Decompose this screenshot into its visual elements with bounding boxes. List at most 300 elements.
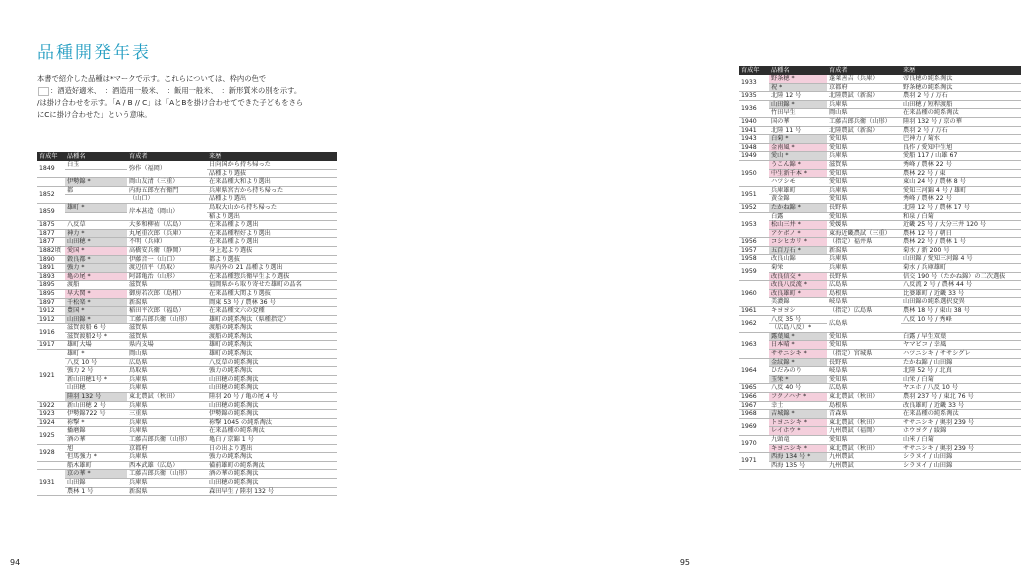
cell-origin: 兵庫県宮古から持ち帰った bbox=[207, 186, 337, 195]
cell-origin: 八反流 2 号 / 農林 44 号 bbox=[901, 281, 1021, 290]
cell-breeder: 岸本甚造（岡山） bbox=[127, 203, 207, 220]
cell-breeder: 九州農試 bbox=[827, 461, 901, 470]
cell-breeder: 渡辺信平（鳥取） bbox=[127, 264, 207, 273]
cell-variety: 八反 35 号 bbox=[769, 315, 827, 324]
variety-table-left bbox=[37, 152, 337, 496]
cell-variety: 露葉風 * bbox=[769, 332, 827, 341]
table-row bbox=[37, 221, 337, 230]
cell-variety: 松山三井 * bbox=[769, 221, 827, 230]
cell-breeder: 愛知県 bbox=[827, 143, 901, 152]
table-row bbox=[739, 117, 1021, 126]
cell-variety: 日本晴 * bbox=[769, 341, 827, 350]
cell-origin: 北陸 52 号 / 北真 bbox=[901, 367, 1021, 376]
cell-origin: 秀峰 / 農林 22 号 bbox=[901, 195, 1021, 204]
cell-origin: 身上起より選抜 bbox=[207, 246, 337, 255]
cell-breeder: 島根県 bbox=[827, 401, 901, 410]
cell-variety: 玉栄 * bbox=[769, 375, 827, 384]
cell-variety: ハツシモ bbox=[769, 178, 827, 187]
cell-year: 1921 bbox=[37, 350, 65, 402]
cell-year: 1940 bbox=[739, 117, 769, 126]
cell-year: 1943 bbox=[739, 135, 769, 144]
right-page bbox=[350, 0, 1006, 579]
cell-breeder: 岡山県 bbox=[127, 350, 207, 359]
cell-variety: キヨヨシ bbox=[769, 307, 827, 316]
cell-year: 1933 bbox=[739, 75, 769, 92]
header-year: 育成年 bbox=[739, 66, 769, 75]
intro-line-3: /は掛け合わせを示す。「A / B // C」は「AとBを掛け合わせてできた子どもをさら bbox=[37, 98, 304, 107]
cell-breeder: 鳥取県 bbox=[127, 367, 207, 376]
table-row bbox=[739, 307, 1021, 316]
cell-variety: 兵庫雄町 bbox=[769, 186, 827, 195]
table-row bbox=[739, 427, 1021, 436]
cell-origin: 雄町の純系淘汰 bbox=[207, 341, 337, 350]
cell-origin: シラヌイ / 山田錦 bbox=[901, 461, 1021, 470]
cell-breeder: 京都府 bbox=[127, 444, 207, 453]
cell-origin: 森田早生 / 陸羽 132 号 bbox=[207, 487, 337, 496]
cell-origin: 山田穂の純系淘汰 bbox=[207, 375, 337, 384]
cell-origin: 改良雄町 / 近畿 33 号 bbox=[901, 401, 1021, 410]
cell-variety: （広島八反）* bbox=[769, 324, 827, 333]
cell-breeder: 愛知県 bbox=[827, 169, 901, 178]
cell-origin: 比婆雄町 / 近畿 33 号 bbox=[901, 289, 1021, 298]
cell-year: 1948 bbox=[739, 143, 769, 152]
cell-variety: 五百万石 * bbox=[769, 246, 827, 255]
table-row bbox=[37, 161, 337, 169]
cell-breeder: （指定）福井県 bbox=[827, 238, 901, 247]
cell-breeder: 愛知県 bbox=[827, 375, 901, 384]
cell-variety: 播磨錦 bbox=[65, 427, 127, 436]
cell-variety: 旭 bbox=[65, 444, 127, 453]
cell-origin: 帝良穂の純系淘汰 bbox=[901, 75, 1021, 83]
cell-variety: 祢撃 * bbox=[65, 418, 127, 427]
cell-breeder: 長野県 bbox=[827, 358, 901, 367]
cell-breeder: 九州農試（福岡） bbox=[827, 427, 901, 436]
table-row bbox=[739, 143, 1021, 152]
cell-origin: 岡東 53 号 / 農林 36 号 bbox=[207, 298, 337, 307]
cell-variety: 渡船 bbox=[65, 281, 127, 290]
table-row bbox=[739, 152, 1021, 161]
cell-breeder: （指定）宮城県 bbox=[827, 350, 901, 359]
cell-variety: 豊国 * bbox=[65, 307, 127, 316]
cell-variety: 陸羽 132 号 bbox=[65, 393, 127, 402]
cell-variety: 船木雄町 bbox=[65, 461, 127, 470]
cell-year: 1931 bbox=[37, 470, 65, 496]
cell-breeder: 内海五郎左右衛門 bbox=[127, 186, 207, 195]
cell-year: 1949 bbox=[739, 152, 769, 161]
cell-year: 1891 bbox=[37, 264, 65, 273]
header-breeder: 育成者 bbox=[127, 152, 207, 161]
cell-variety: 新山田穂1号 * bbox=[65, 375, 127, 384]
table-row bbox=[739, 367, 1021, 376]
cell-origin: 巴神力 / 菊水 bbox=[901, 135, 1021, 144]
cell-variety: 西海 135 号 bbox=[769, 461, 827, 470]
cell-breeder: 兵庫県 bbox=[827, 264, 901, 273]
cell-origin: 愛船 117 / 山雄 67 bbox=[901, 152, 1021, 161]
cell-breeder: 兵庫県 bbox=[127, 427, 207, 436]
table-row bbox=[739, 221, 1021, 230]
header-origin: 来歴 bbox=[901, 66, 1021, 75]
cell-breeder: 兵庫県 bbox=[127, 401, 207, 410]
cell-origin: 農羽 237 号 / 東北 76 号 bbox=[901, 392, 1021, 401]
cell-year: 1965 bbox=[739, 384, 769, 393]
table-row bbox=[739, 264, 1021, 273]
page-number: 94 bbox=[10, 558, 21, 567]
cell-origin: 渡船の純系淘汰 bbox=[207, 324, 337, 333]
cell-origin: 和泉 / 白菊 bbox=[901, 212, 1021, 221]
table-row bbox=[739, 358, 1021, 367]
table-row bbox=[739, 83, 1021, 92]
table-row bbox=[739, 178, 1021, 187]
cell-year: 1917 bbox=[37, 341, 65, 350]
cell-variety: 山田錦 bbox=[65, 478, 127, 487]
table-row bbox=[37, 255, 337, 264]
cell-breeder: 工藤吉郎兵衛（山形） bbox=[827, 117, 901, 126]
table-row bbox=[37, 487, 337, 496]
cell-variety: 八反草 bbox=[65, 221, 127, 230]
cell-year: 1957 bbox=[739, 246, 769, 255]
cell-origin: たかね錦 / 山田錦 bbox=[901, 358, 1021, 367]
cell-origin: 備前雄町の純系淘汰 bbox=[207, 461, 337, 470]
table-row bbox=[739, 272, 1021, 281]
table-row bbox=[739, 298, 1021, 307]
cell-breeder: 長野県 bbox=[827, 203, 901, 212]
cell-breeder: 県内支場 bbox=[127, 341, 207, 350]
table-row bbox=[739, 75, 1021, 83]
cell-breeder: 蓬莱善吉（兵庫） bbox=[827, 75, 901, 83]
cell-breeder: 京都府 bbox=[827, 83, 901, 92]
cell-breeder: 九州農試 bbox=[827, 453, 901, 462]
table-row bbox=[37, 186, 337, 195]
cell-breeder: 新潟県 bbox=[127, 487, 207, 496]
cell-variety: 雄町大場 bbox=[65, 341, 127, 350]
cell-origin: 農林 22 号 / 東 bbox=[901, 169, 1021, 178]
cell-variety: ササニシキ * bbox=[769, 350, 827, 359]
legend-swatch-sake-rice bbox=[38, 87, 49, 96]
table-row bbox=[739, 255, 1021, 264]
cell-variety: 但馬強力 * bbox=[65, 453, 127, 462]
cell-origin: 伊勢錦の純系淘汰 bbox=[207, 410, 337, 419]
cell-year: 1877 bbox=[37, 229, 65, 238]
cell-breeder: 新潟県 bbox=[827, 246, 901, 255]
table-row bbox=[739, 281, 1021, 290]
cell-variety: 吉城錦 * bbox=[769, 410, 827, 419]
cell-variety: 雄町 * bbox=[65, 350, 127, 359]
cell-breeder: 兵庫県 bbox=[827, 186, 901, 195]
cell-variety: 黄金錦 bbox=[769, 195, 827, 204]
cell-variety: 白菊 * bbox=[769, 135, 827, 144]
cell-breeder: 兵庫県 bbox=[827, 255, 901, 264]
cell-year: 1923 bbox=[37, 410, 65, 419]
cell-breeder: 愛知県 bbox=[827, 435, 901, 444]
cell-variety: 千松楽 * bbox=[65, 298, 127, 307]
cell-year: 1971 bbox=[739, 453, 769, 470]
cell-year: 1897 bbox=[37, 298, 65, 307]
cell-variety: 改良信交 * bbox=[769, 272, 827, 281]
cell-variety bbox=[65, 169, 127, 178]
cell-year: 1877 bbox=[37, 238, 65, 247]
cell-year: 1890 bbox=[37, 255, 65, 264]
page-title: 品種開発年表 bbox=[37, 43, 151, 63]
cell-year: 1964 bbox=[739, 358, 769, 384]
table-row bbox=[739, 212, 1021, 221]
cell-year: 1963 bbox=[739, 332, 769, 358]
cell-origin: 在来品種惣兵衛早生より選抜 bbox=[207, 272, 337, 281]
cell-variety: 八反 10 号 bbox=[65, 358, 127, 367]
cell-origin: 強力の純系淘汰 bbox=[207, 453, 337, 462]
page-number: 95 bbox=[679, 558, 690, 567]
cell-year: 1967 bbox=[739, 401, 769, 410]
cell-origin: 都より選抜 bbox=[207, 255, 337, 264]
cell-breeder: 御房若次郎（島根） bbox=[127, 289, 207, 298]
header-variety: 品種名 bbox=[65, 152, 127, 161]
table-row bbox=[37, 350, 337, 359]
cell-breeder: 工藤吉郎兵衛（山形） bbox=[127, 470, 207, 479]
cell-year: 1962 bbox=[739, 315, 769, 332]
variety-table-right bbox=[739, 66, 1021, 470]
cell-origin: 在来品種の純系淘汰 bbox=[901, 410, 1021, 419]
table-row bbox=[37, 461, 337, 470]
table-row bbox=[37, 418, 337, 427]
cell-origin: 信交 190 号（たかね錦）の二次選抜 bbox=[901, 272, 1021, 281]
cell-origin: シラヌイ / 山田錦 bbox=[901, 453, 1021, 462]
table-header-row bbox=[739, 66, 1021, 75]
cell-variety: 京の華 * bbox=[65, 470, 127, 479]
cell-variety: 改良八反流 * bbox=[769, 281, 827, 290]
table-row bbox=[37, 341, 337, 350]
cell-year bbox=[37, 461, 65, 470]
cell-variety: 幸土 bbox=[769, 401, 827, 410]
cell-origin: 在来品種より選出 bbox=[207, 221, 337, 230]
cell-year: 1956 bbox=[739, 238, 769, 247]
table-row bbox=[739, 246, 1021, 255]
cell-breeder: 東北農試（秋田） bbox=[827, 444, 901, 453]
cell-breeder: 兵庫県 bbox=[827, 100, 901, 109]
cell-origin: 山田穂の純系淘汰 bbox=[207, 478, 337, 487]
cell-variety bbox=[65, 212, 127, 221]
table-row bbox=[739, 126, 1021, 135]
cell-breeder: 不明（兵庫） bbox=[127, 238, 207, 247]
table-row bbox=[37, 470, 337, 479]
cell-variety: 白玉 bbox=[65, 161, 127, 169]
header-origin: 来歴 bbox=[207, 152, 337, 161]
table-row bbox=[739, 350, 1021, 359]
cell-breeder: 滋賀県 bbox=[827, 160, 901, 169]
table-row bbox=[37, 427, 337, 436]
table-row bbox=[739, 100, 1021, 109]
cell-origin: 陸羽 20 号 / 亀の尾 4 号 bbox=[207, 393, 337, 402]
cell-origin: ヤマビコ / 幸風 bbox=[901, 341, 1021, 350]
cell-variety: 西海 134 号 * bbox=[769, 453, 827, 462]
cell-origin: 農羽 2 号 / 万石 bbox=[901, 126, 1021, 135]
cell-origin: 渡船の純系淘汰 bbox=[207, 332, 337, 341]
cell-variety: 祝 * bbox=[769, 83, 827, 92]
cell-variety: 北陸 11 号 bbox=[769, 126, 827, 135]
cell-origin: 菊水 / 新 200 号 bbox=[901, 246, 1021, 255]
cell-variety: 中生新千本 * bbox=[769, 169, 827, 178]
cell-variety: 山田穂 * bbox=[65, 238, 127, 247]
table-row bbox=[37, 332, 337, 341]
cell-breeder: 岐阜県 bbox=[827, 298, 901, 307]
cell-origin: 在来品種程好より選出 bbox=[207, 229, 337, 238]
cell-breeder: 北陸農試（新潟） bbox=[827, 126, 901, 135]
cell-year: 1959 bbox=[739, 264, 769, 281]
intro-line-2-text: ：酒造好適米、 ：酒造用一般米、 ：飯用一般米、 ：新形質米の別を示す。 bbox=[50, 86, 302, 95]
cell-breeder: 高橋安兵衛（静岡） bbox=[127, 246, 207, 255]
cell-origin: 品種より選出 bbox=[207, 195, 337, 204]
cell-origin: 愛知三河錦 4 号 / 雄町 bbox=[901, 186, 1021, 195]
table-row bbox=[739, 92, 1021, 101]
cell-year: 1950 bbox=[739, 160, 769, 186]
cell-year: 1925 bbox=[37, 427, 65, 444]
cell-variety: キヨニシキ * bbox=[769, 444, 827, 453]
table-row bbox=[37, 436, 337, 445]
cell-origin: ヤエホ / 八反 10 号 bbox=[901, 384, 1021, 393]
cell-variety bbox=[65, 195, 127, 204]
table-row bbox=[37, 289, 337, 298]
cell-year: 1935 bbox=[739, 92, 769, 101]
table-row bbox=[37, 195, 337, 204]
cell-breeder: 広島県 bbox=[827, 315, 901, 332]
cell-origin: 山米 / 白菊 bbox=[901, 435, 1021, 444]
table-row bbox=[739, 195, 1021, 204]
table-row bbox=[739, 160, 1021, 169]
cell-breeder: 愛知県 bbox=[827, 212, 901, 221]
cell-breeder: 兵庫県 bbox=[827, 152, 901, 161]
table-row bbox=[37, 401, 337, 410]
cell-origin: 雄町の純系淘汰（県種指定） bbox=[207, 315, 337, 324]
cell-breeder: 滋賀県 bbox=[127, 281, 207, 290]
cell-origin: 菊水 / 兵庫雄町 bbox=[901, 264, 1021, 273]
cell-origin: 山田穂の純系淘汰 bbox=[207, 384, 337, 393]
cell-year: 1951 bbox=[739, 186, 769, 203]
cell-origin: 農林 18 号 / 東山 38 号 bbox=[901, 307, 1021, 316]
cell-breeder: 新潟県 bbox=[127, 298, 207, 307]
cell-breeder: 兵庫県 bbox=[127, 384, 207, 393]
cell-variety: 金南風 * bbox=[769, 143, 827, 152]
cell-breeder: （山口） bbox=[127, 195, 207, 204]
intro-line-1: 本書で紹介した品種は*マークで示す。これらについては、枠内の色で bbox=[37, 74, 267, 83]
cell-origin: 日の出より選出 bbox=[207, 444, 337, 453]
cell-origin: 在来品種より選出 bbox=[207, 238, 337, 247]
cell-origin: 酒の華の純系淘汰 bbox=[207, 470, 337, 479]
cell-variety: 菊栄 bbox=[769, 264, 827, 273]
cell-origin bbox=[901, 324, 1021, 333]
cell-variety: 新山田穂 2 号 bbox=[65, 401, 127, 410]
cell-year: 1970 bbox=[739, 435, 769, 452]
cell-origin: ササニシキ / 奥羽 239 号 bbox=[901, 418, 1021, 427]
cell-origin: 在来品種文六の変種 bbox=[207, 307, 337, 316]
cell-variety: 竹田早生 bbox=[769, 109, 827, 118]
cell-breeder: 愛知県 bbox=[827, 332, 901, 341]
cell-origin: 秀峰 / 農林 22 号 bbox=[901, 160, 1021, 169]
table-row bbox=[739, 315, 1021, 324]
cell-variety: 強力 2 号 bbox=[65, 367, 127, 376]
cell-origin: 農林 12 号 / 朝日 bbox=[901, 229, 1021, 238]
table-row bbox=[739, 418, 1021, 427]
table-row bbox=[739, 135, 1021, 144]
table-header-row bbox=[37, 152, 337, 161]
table-row bbox=[37, 229, 337, 238]
cell-variety: 国の華 bbox=[769, 117, 827, 126]
cell-year: 1960 bbox=[739, 281, 769, 307]
cell-breeder: 稲田平次郎（福島） bbox=[127, 307, 207, 316]
header-year: 育成年 bbox=[37, 152, 65, 161]
table-row bbox=[739, 392, 1021, 401]
cell-breeder: 島根県 bbox=[827, 289, 901, 298]
cell-origin: 亀白 / 京錦 1 号 bbox=[207, 436, 337, 445]
cell-year: 1893 bbox=[37, 272, 65, 281]
cell-year bbox=[37, 178, 65, 187]
cell-year: 1928 bbox=[37, 444, 65, 461]
cell-breeder: 愛媛県 bbox=[827, 221, 901, 230]
table-row bbox=[37, 203, 337, 212]
cell-origin: 農羽 2 号 / 万石 bbox=[901, 92, 1021, 101]
table-row bbox=[37, 298, 337, 307]
table-row bbox=[739, 289, 1021, 298]
cell-variety: 強力 * bbox=[65, 264, 127, 273]
table-row bbox=[37, 246, 337, 255]
cell-breeder: 青森県 bbox=[827, 410, 901, 419]
cell-origin: 白露 / 早生双葉 bbox=[901, 332, 1021, 341]
cell-breeder: 兵庫県 bbox=[127, 375, 207, 384]
cell-breeder: 愛知県 bbox=[827, 341, 901, 350]
cell-breeder: 東北農試（秋田） bbox=[827, 418, 901, 427]
cell-variety: フクノハナ * bbox=[769, 392, 827, 401]
cell-year: 1941 bbox=[739, 126, 769, 135]
cell-origin: 八反草の純系淘汰 bbox=[207, 358, 337, 367]
table-row bbox=[739, 186, 1021, 195]
table-row bbox=[739, 461, 1021, 470]
table-row bbox=[37, 281, 337, 290]
cell-breeder: 大多和柳祐（広島） bbox=[127, 221, 207, 230]
cell-variety: 八反 40 号 bbox=[769, 384, 827, 393]
cell-breeder: 東北農試（秋田） bbox=[827, 392, 901, 401]
left-page bbox=[0, 0, 350, 579]
table-row bbox=[37, 393, 337, 402]
cell-origin: 強力の純系淘汰 bbox=[207, 367, 337, 376]
table-row bbox=[739, 375, 1021, 384]
table-row bbox=[739, 453, 1021, 462]
cell-breeder: 滋賀県 bbox=[127, 324, 207, 333]
table-row bbox=[739, 238, 1021, 247]
cell-variety: 都 bbox=[65, 186, 127, 195]
cell-breeder: 広島県 bbox=[127, 358, 207, 367]
cell-year: 1882頃 bbox=[37, 246, 65, 255]
table-row bbox=[739, 444, 1021, 453]
cell-variety: 伊勢錦 * bbox=[65, 178, 127, 187]
cell-origin: ササニシキ / 奥羽 239 号 bbox=[901, 444, 1021, 453]
table-body-left bbox=[37, 161, 337, 496]
cell-breeder: 兵庫県 bbox=[127, 418, 207, 427]
cell-breeder: 弥作（福岡） bbox=[127, 161, 207, 178]
cell-breeder: 愛知県 bbox=[827, 135, 901, 144]
cell-year: 1859 bbox=[37, 203, 65, 220]
cell-year: 1895 bbox=[37, 281, 65, 290]
cell-year: 1895 bbox=[37, 289, 65, 298]
cell-origin: 近畿 25 号 / 大分三井 120 号 bbox=[901, 221, 1021, 230]
table-row bbox=[37, 410, 337, 419]
cell-year: 1849 bbox=[37, 161, 65, 178]
cell-variety: 白露 bbox=[769, 212, 827, 221]
table-row bbox=[37, 444, 337, 453]
cell-year: 1936 bbox=[739, 100, 769, 117]
table-row bbox=[37, 264, 337, 273]
cell-breeder: 伊藤音一（山口） bbox=[127, 255, 207, 264]
cell-breeder: 西本武雄（広島） bbox=[127, 461, 207, 470]
cell-variety: 愛国 * bbox=[65, 246, 127, 255]
cell-origin: 在来品種の純系淘汰 bbox=[207, 427, 337, 436]
table-row bbox=[37, 307, 337, 316]
